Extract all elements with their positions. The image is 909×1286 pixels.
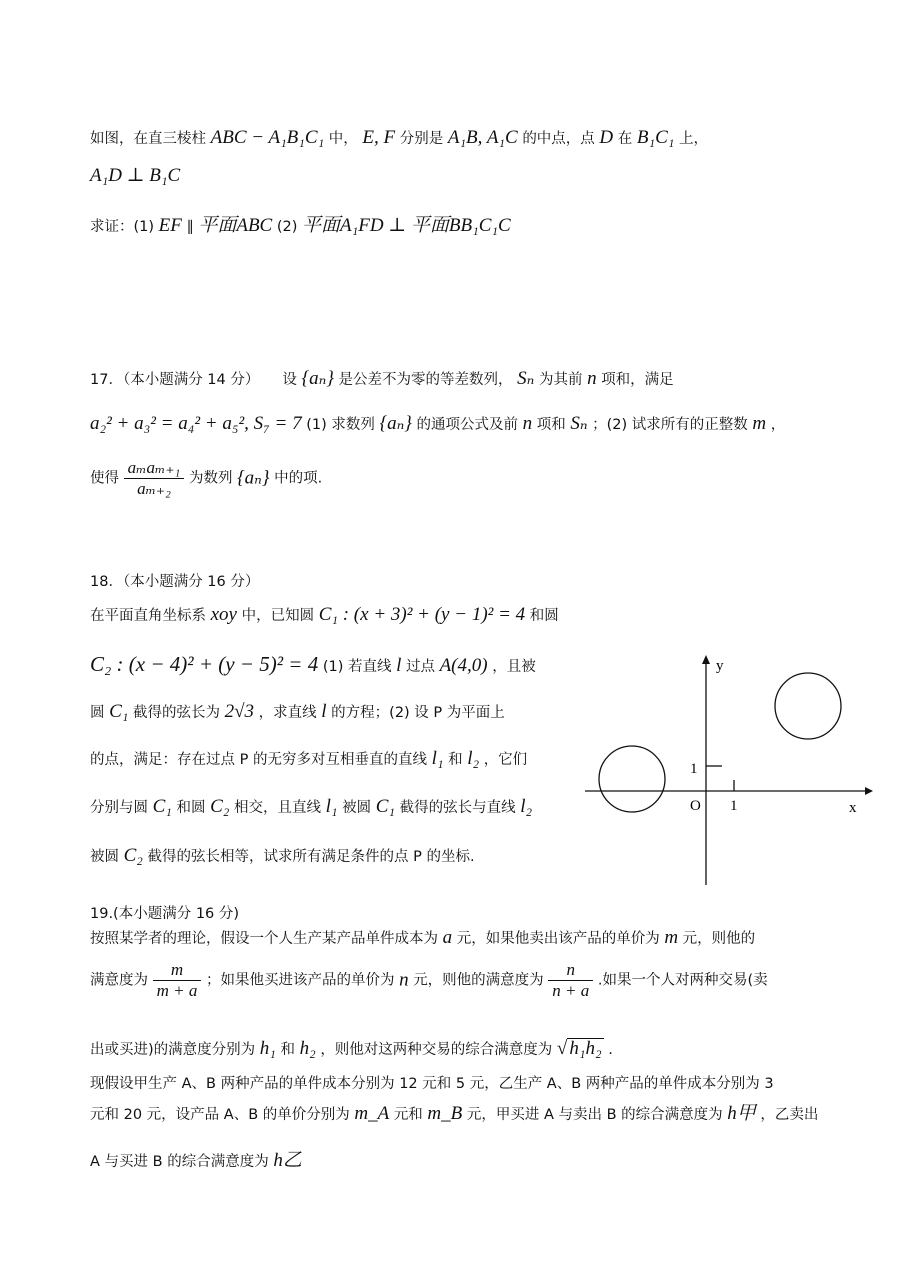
text: 和圆 <box>529 608 559 624</box>
math-seq: {aₙ} <box>301 368 334 389</box>
math-condition: a₂² + a₃² = a₄² + a₅², S₇ = 7 <box>90 413 302 434</box>
text: ，它们 <box>483 752 528 768</box>
fraction-numerator: n <box>548 960 593 981</box>
text: (1) 求数列 <box>306 417 375 433</box>
math-m: m <box>752 413 767 434</box>
text: ，则他对这两种交易的综合满意度为 <box>320 1042 553 1058</box>
text: 上， <box>678 131 708 147</box>
text: .如果一个人对两种交易(卖 <box>597 972 768 989</box>
math-n: n <box>522 413 533 434</box>
fraction-seller <box>153 960 202 1001</box>
p19-line5 <box>90 1104 818 1125</box>
text: 元和 20 元，设产品 A、B 的单价分别为 <box>90 1107 350 1123</box>
math-n: n <box>399 969 409 991</box>
y-tick-label: 1 <box>690 761 698 777</box>
text: 圆 <box>90 705 105 721</box>
text: 的点，满足：存在过点 P 的无穷多对互相垂直的直线 <box>90 752 427 768</box>
text: 过点 <box>405 659 435 675</box>
math-n: n <box>587 368 597 389</box>
text: 元，如果他卖出该产品的单价为 <box>456 931 660 947</box>
p18-line4 <box>90 749 527 770</box>
math-h2: h₂ <box>299 1038 316 1059</box>
text: 元，甲买进 A 与卖出 B 的综合满意度为 <box>466 1107 723 1123</box>
p18-heading <box>90 572 259 592</box>
text: 中的项. <box>274 470 323 487</box>
fraction-denominator: aₘ₊₂ <box>137 479 171 498</box>
text: 截得的弦长相等，试求所有满足条件的点 P 的坐标. <box>147 849 475 865</box>
text: 元，则他的满意度为 <box>413 972 544 989</box>
text: 被圆 <box>342 800 372 816</box>
math-c2: C₂ <box>210 796 230 817</box>
origin-label: O <box>690 798 701 814</box>
y-axis-arrow <box>702 655 710 664</box>
p17-line2 <box>90 414 785 435</box>
p19-line6 <box>90 1151 302 1172</box>
math-c1: C₁ <box>375 796 395 817</box>
math-sn: Sₙ <box>570 413 588 434</box>
math-circle-c2: C₂ : (x − 4)² + (y − 5)² = 4 <box>90 652 319 676</box>
p18-line6 <box>90 846 475 867</box>
text: (1) 若直线 <box>322 659 392 675</box>
p19-line3 <box>90 1038 613 1060</box>
math-d: D <box>599 127 614 148</box>
text: 按照某学者的理论，假设一个人生产某产品单件成本为 <box>90 931 438 947</box>
text: ，且被 <box>492 659 536 675</box>
text: (2) <box>276 219 298 235</box>
text: 如图，在直三棱柱 <box>90 131 206 147</box>
text: 为数列 <box>188 470 233 487</box>
problem-heading: 17．（本小题满分 14 分） <box>90 372 260 388</box>
fraction-numerator: m <box>153 960 202 981</box>
text: 中，已知圆 <box>241 608 315 624</box>
math-h-yi: h乙 <box>273 1150 302 1171</box>
y-axis-label: y <box>716 658 724 674</box>
p17-line3 <box>90 458 322 499</box>
text: 被圆 <box>90 849 119 865</box>
text: 项和，满足 <box>601 372 674 388</box>
math-h1: h₁ <box>259 1038 276 1059</box>
text: 项和 <box>536 417 566 433</box>
p16-line3 <box>90 216 511 237</box>
math-xoy: xoy <box>210 604 237 625</box>
math-prism: ABC − A₁B₁C₁ <box>210 127 325 148</box>
math-segments: A₁B, A₁C <box>447 127 518 148</box>
fraction-denominator: m + a <box>156 981 198 1000</box>
text: A 与买进 B 的综合满意度为 <box>90 1154 269 1170</box>
math-c1: C₁ <box>152 796 172 817</box>
text: 和圆 <box>176 800 206 816</box>
math-planes: 平面A₁FD ⊥ 平面BB₁C₁C <box>302 215 511 236</box>
text: 中， <box>328 131 358 147</box>
math-plane-abc: 平面ABC <box>198 215 273 236</box>
math-circle-c1: C₁ : (x + 3)² + (y − 1)² = 4 <box>318 604 526 625</box>
text: ，乙卖出 <box>760 1107 819 1123</box>
p16-line1 <box>90 128 708 149</box>
text: 元和 <box>393 1107 423 1123</box>
math-chord: 2√3 <box>224 701 255 722</box>
math-h-jia: h甲 <box>727 1103 756 1124</box>
circle-c1 <box>599 746 665 812</box>
math-l2: l₂ <box>467 748 480 769</box>
text: 使得 <box>90 470 119 487</box>
text: 现假设甲生产 A、B 两种产品的单件成本分别为 12 元和 5 元，乙生产 A、B 两种产品的单件成本分别为 3 <box>90 1076 774 1092</box>
math-c2: C₂ <box>123 845 143 866</box>
text: 截得的弦长与直线 <box>399 800 516 816</box>
math-sqrt-h1h2: h₁h₂ <box>569 1038 602 1059</box>
text: . <box>608 1042 613 1058</box>
fraction <box>124 458 185 499</box>
math-sn: Sₙ <box>517 368 535 389</box>
sqrt-sign: √ <box>556 1038 568 1059</box>
text: 分别与圆 <box>90 800 148 816</box>
text: 出或买进)的满意度分别为 <box>90 1042 256 1058</box>
x-axis-label: x <box>849 800 857 816</box>
math-l2: l₂ <box>520 796 533 817</box>
math-c1: C₁ <box>109 701 129 722</box>
text: 设 <box>282 372 297 388</box>
p18-line1 <box>90 605 559 626</box>
math-a: a <box>442 927 453 948</box>
text: 是公差不为零的等差数列， <box>338 372 513 388</box>
text: 和 <box>280 1042 295 1058</box>
text: 截得的弦长为 <box>133 705 220 721</box>
text: ，求直线 <box>258 705 317 721</box>
fraction-numerator: aₘaₘ₊₁ <box>124 458 185 479</box>
p19-heading <box>90 904 239 924</box>
coordinate-figure <box>580 650 880 890</box>
math-mb: m_B <box>427 1103 463 1124</box>
text: ， <box>770 417 786 433</box>
math-perp: A₁D ⊥ B₁C <box>90 165 181 186</box>
math-l: l <box>396 655 402 676</box>
math-point-a: A(4,0) <box>439 655 488 676</box>
text: 满意度为 <box>90 972 148 989</box>
text: 在 <box>617 131 633 147</box>
math-seq: {aₙ} <box>379 413 412 434</box>
text: 求证：(1) <box>90 219 155 235</box>
fraction-buyer <box>548 960 593 1001</box>
circle-c2 <box>775 673 841 739</box>
text: 和 <box>448 752 463 768</box>
text: 的中点，点 <box>522 131 595 147</box>
p16-line2 <box>90 166 180 187</box>
p18-line5 <box>90 797 532 818</box>
text: 的方程；(2) 设 P 为平面上 <box>331 705 505 721</box>
text: ；如果他买进该产品的单价为 <box>205 972 395 989</box>
math-ma: m_A <box>354 1103 390 1124</box>
text: 的通项公式及前 <box>416 417 518 433</box>
math-seq: {aₙ} <box>237 467 270 489</box>
p18-line3 <box>90 702 505 723</box>
math-l: l <box>321 701 327 722</box>
math-b1c1: B₁C₁ <box>636 127 675 148</box>
math-m: m <box>664 927 679 948</box>
text: 分别是 <box>399 131 444 147</box>
text: 为其前 <box>538 372 583 388</box>
problem-heading: 18．（本小题满分 16 分） <box>90 574 260 590</box>
math-ef: E, F <box>362 127 396 148</box>
parallel-symbol: ∥ <box>186 219 194 235</box>
fraction-denominator: n + a <box>552 981 590 1000</box>
text: 相交，且直线 <box>234 800 321 816</box>
problem-heading: 19.(本小题满分 16 分) <box>90 906 240 922</box>
text: 在平面直角坐标系 <box>90 608 206 624</box>
p18-line2 <box>90 654 536 677</box>
math-l1: l₁ <box>431 748 444 769</box>
text: ；(2) 试求所有的正整数 <box>592 417 748 433</box>
text: 元，则他的 <box>682 931 756 947</box>
p19-line4 <box>90 1074 774 1094</box>
p19-line2 <box>90 960 768 1001</box>
p19-line1 <box>90 928 755 949</box>
x-tick-label: 1 <box>730 798 738 814</box>
math-ef: EF <box>158 215 182 236</box>
x-axis-arrow <box>865 787 873 795</box>
p17-line1 <box>90 369 674 390</box>
math-l1: l₁ <box>325 796 338 817</box>
